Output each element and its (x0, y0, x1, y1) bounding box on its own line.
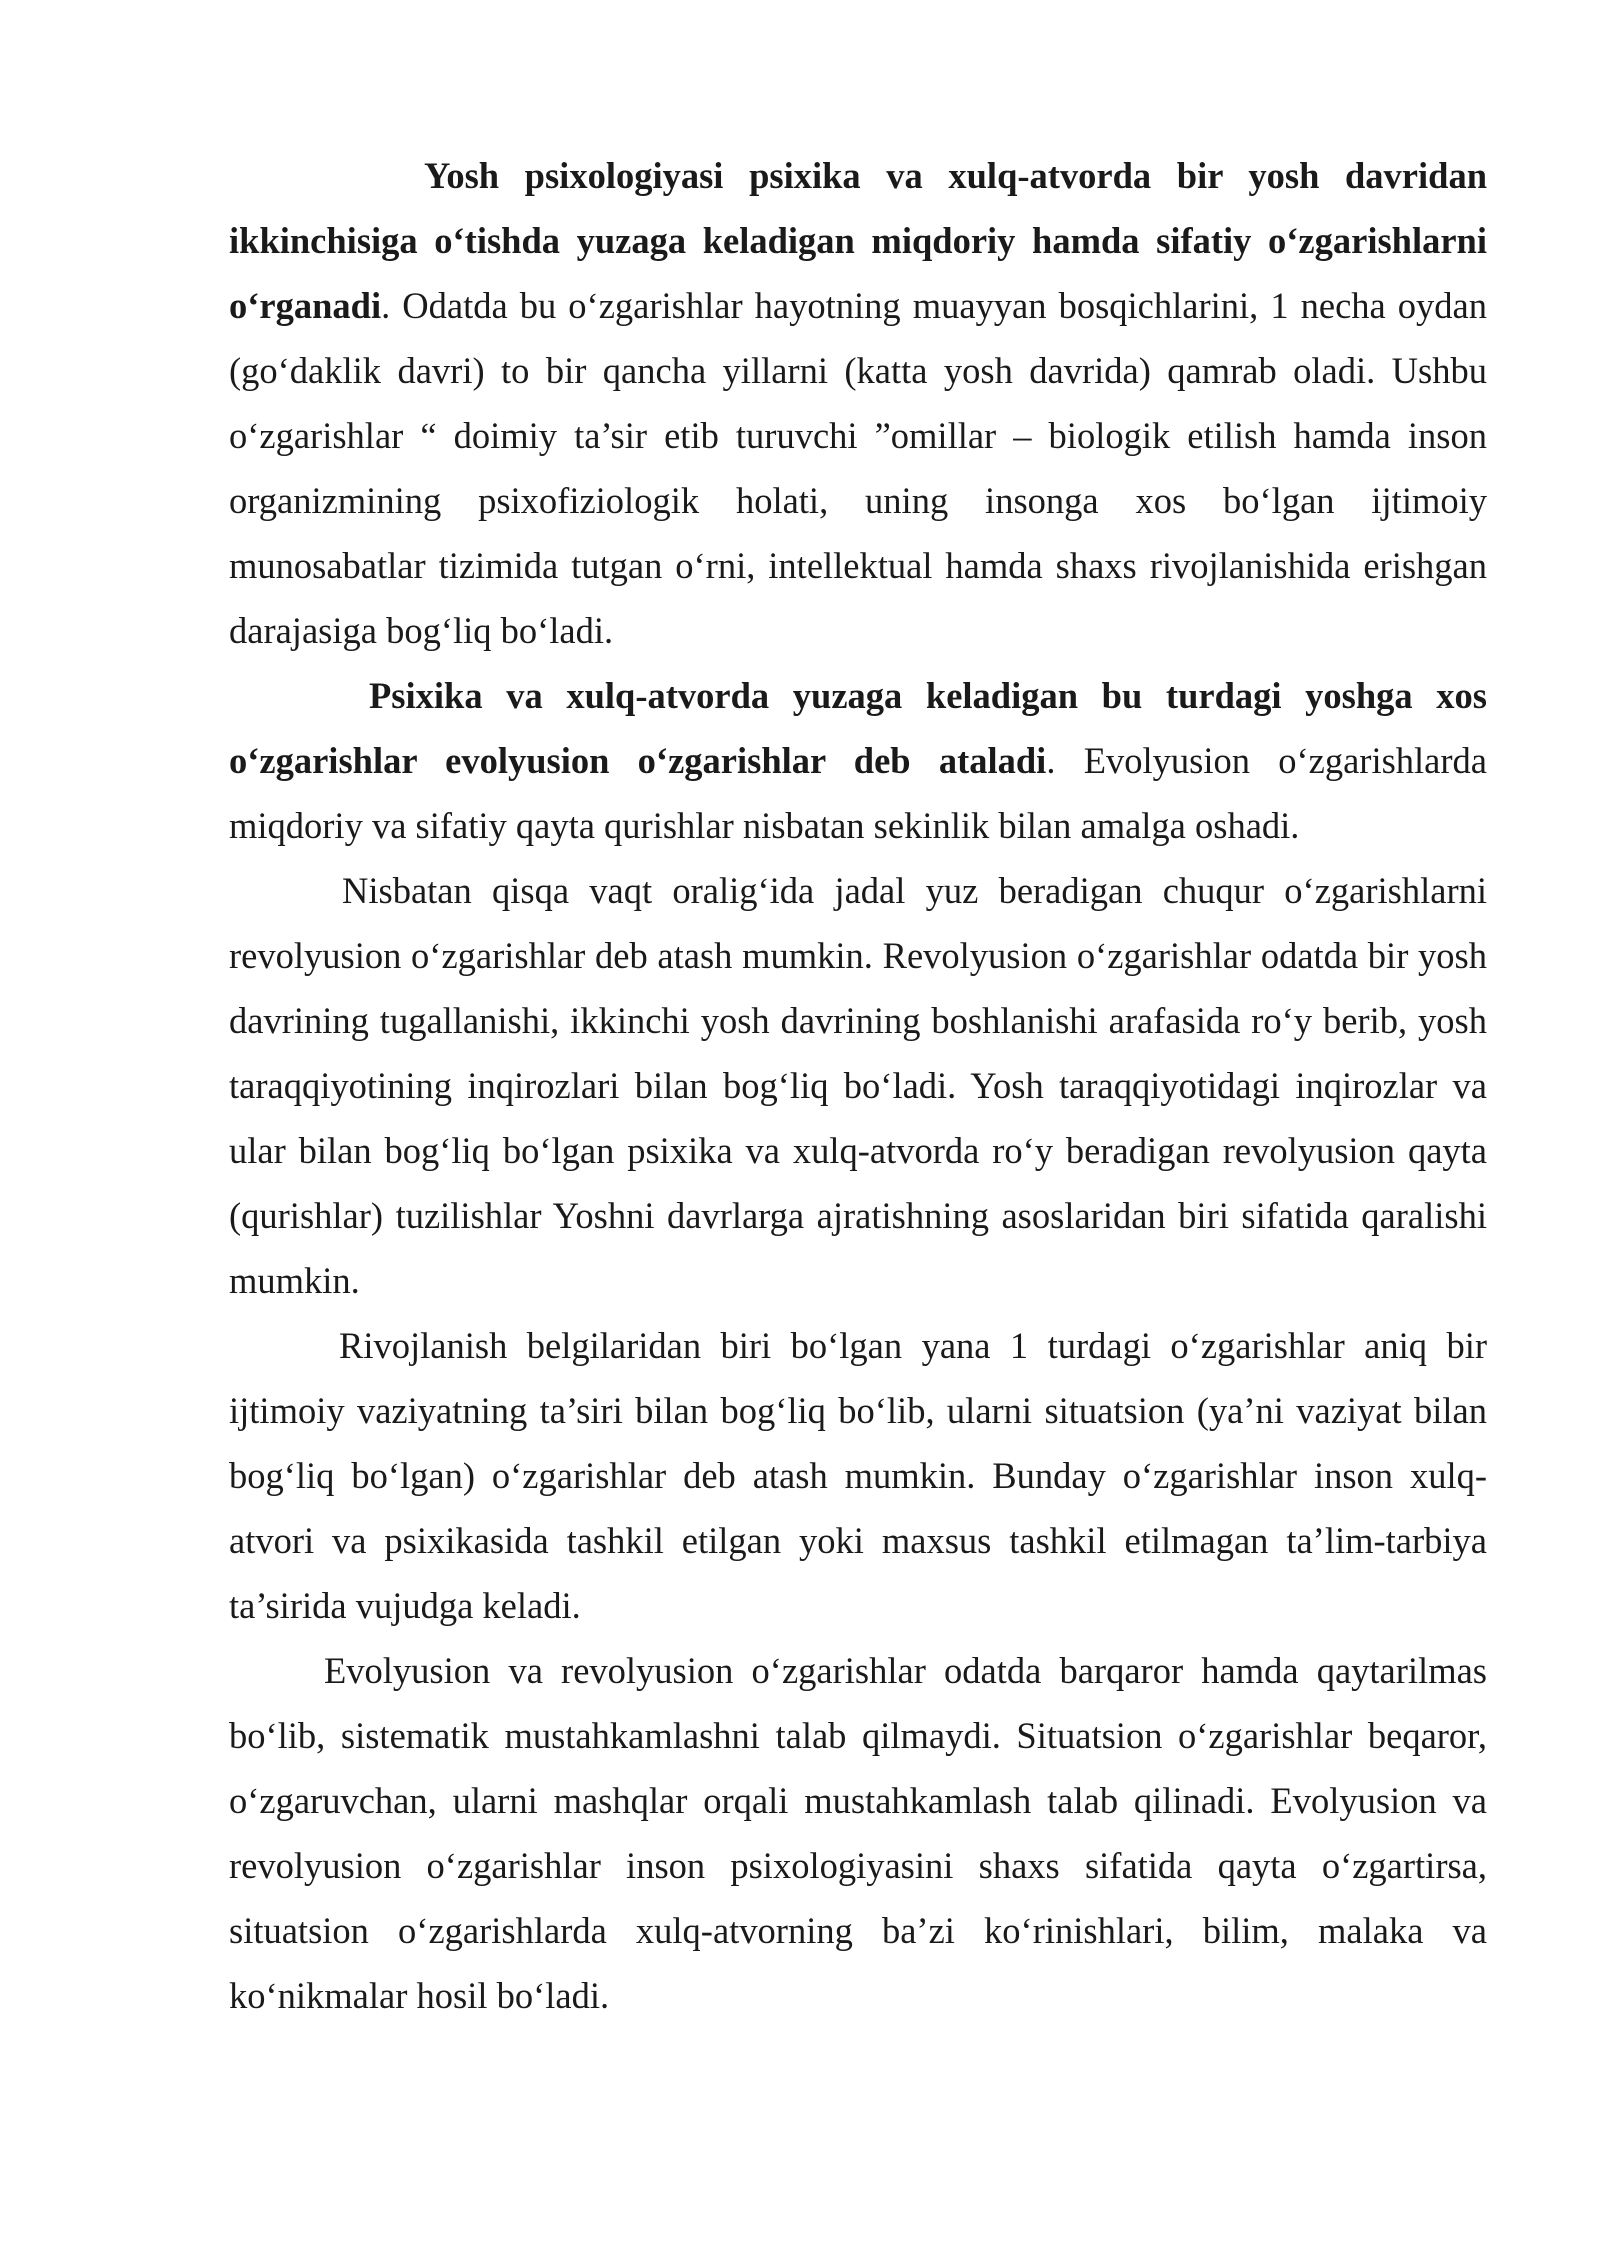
paragraph-2-text: . Evolyusion o‘zgarishlarda miqdoriy va sifatiy qayta qurishlar nisbatan sekinlik bilan amalga oshadi. (229, 740, 1487, 846)
paragraph-1-text: . Odatda bu o‘zgarishlar hayotning muayyan bosqichlarini, 1 necha oydan (go‘daklik davri) to bir qancha yillarni (katta yosh davrida) qamrab oladi. Ushbu o‘zgarishlar “ doimiy ta’sir etib turuvchi ”omillar – biologik etilish hamda inson organizmining psixofiziologik holati, uning insonga xos bo‘lgan ijtimoiy munosabatlar tizimida tutgan o‘rni, intellektual hamda shaxs rivojlanishida erishgan darajasiga bog‘liq bo‘ladi. (229, 285, 1487, 651)
paragraph-4-text: Rivojlanish belgilaridan biri bo‘lgan yana 1 turdagi o‘zgarishlar aniq bir ijtimoiy vaziyatning ta’siri bilan bog‘liq bo‘lib, ularni situatsion (ya’ni vaziyat bilan bog‘liq bo‘lgan) o‘zgarishlar deb atash mumkin. Bunday o‘zgarishlar inson xulq-atvori va psixikasida tashkil etilgan yoki maxsus tashkil etilmagan ta’lim-tarbiya ta’sirida vujudga keladi. (229, 1325, 1487, 1626)
paragraph-2-bold: Psixika va xulq-atvorda yuzaga keladigan bu turdagi yoshga xos o‘zgarishlar evolyusion o‘zgarishlar deb ataladi (229, 675, 1487, 781)
paragraph-5 (229, 1638, 1487, 2028)
paragraph-3-text: Nisbatan qisqa vaqt oralig‘ida jadal yuz beradigan chuqur o‘zgarishlarni revolyusion o‘zgarishlar deb atash mumkin. Revolyusion o‘zgarishlar odatda bir yosh davrining tugallanishi, ikkinchi yosh davrining boshlanishi arafasida ro‘y berib, yosh taraqqiyotining inqirozlari bilan bog‘liq bo‘ladi. Yosh taraqqiyotidagi inqirozlar va ular bilan bog‘liq bo‘lgan psixika va xulq-atvorda ro‘y beradigan revolyusion qayta (qurishlar) tuzilishlar Yoshni davrlarga ajratishning asoslaridan biri sifatida qaralishi mumkin. (229, 870, 1487, 1301)
document-body (229, 143, 1487, 2028)
paragraph-1 (229, 143, 1487, 663)
paragraph-5-text: Evolyusion va revolyusion o‘zgarishlar odatda barqaror hamda qaytarilmas bo‘lib, sistematik mustahkamlashni talab qilmaydi. Situatsion o‘zgarishlar beqaror, o‘zgaruvchan, ularni mashqlar orqali mustahkamlash talab qilinadi. Evolyusion va revolyusion o‘zgarishlar inson psixologiyasini shaxs sifatida qayta o‘zgartirsa, situatsion o‘zgarishlarda xulq-atvorning ba’zi ko‘rinishlari, bilim, malaka va ko‘nikmalar hosil bo‘ladi. (229, 1650, 1487, 2016)
paragraph-4 (229, 1313, 1487, 1638)
paragraph-2 (229, 663, 1487, 858)
paragraph-3 (229, 858, 1487, 1313)
paragraph-1-bold: Yosh psixologiyasi psixika va xulq-atvorda bir yosh davridan ikkinchisiga o‘tishda yuzaga keladigan miqdoriy hamda sifatiy o‘zgarishlarni o‘rganadi (229, 155, 1487, 326)
